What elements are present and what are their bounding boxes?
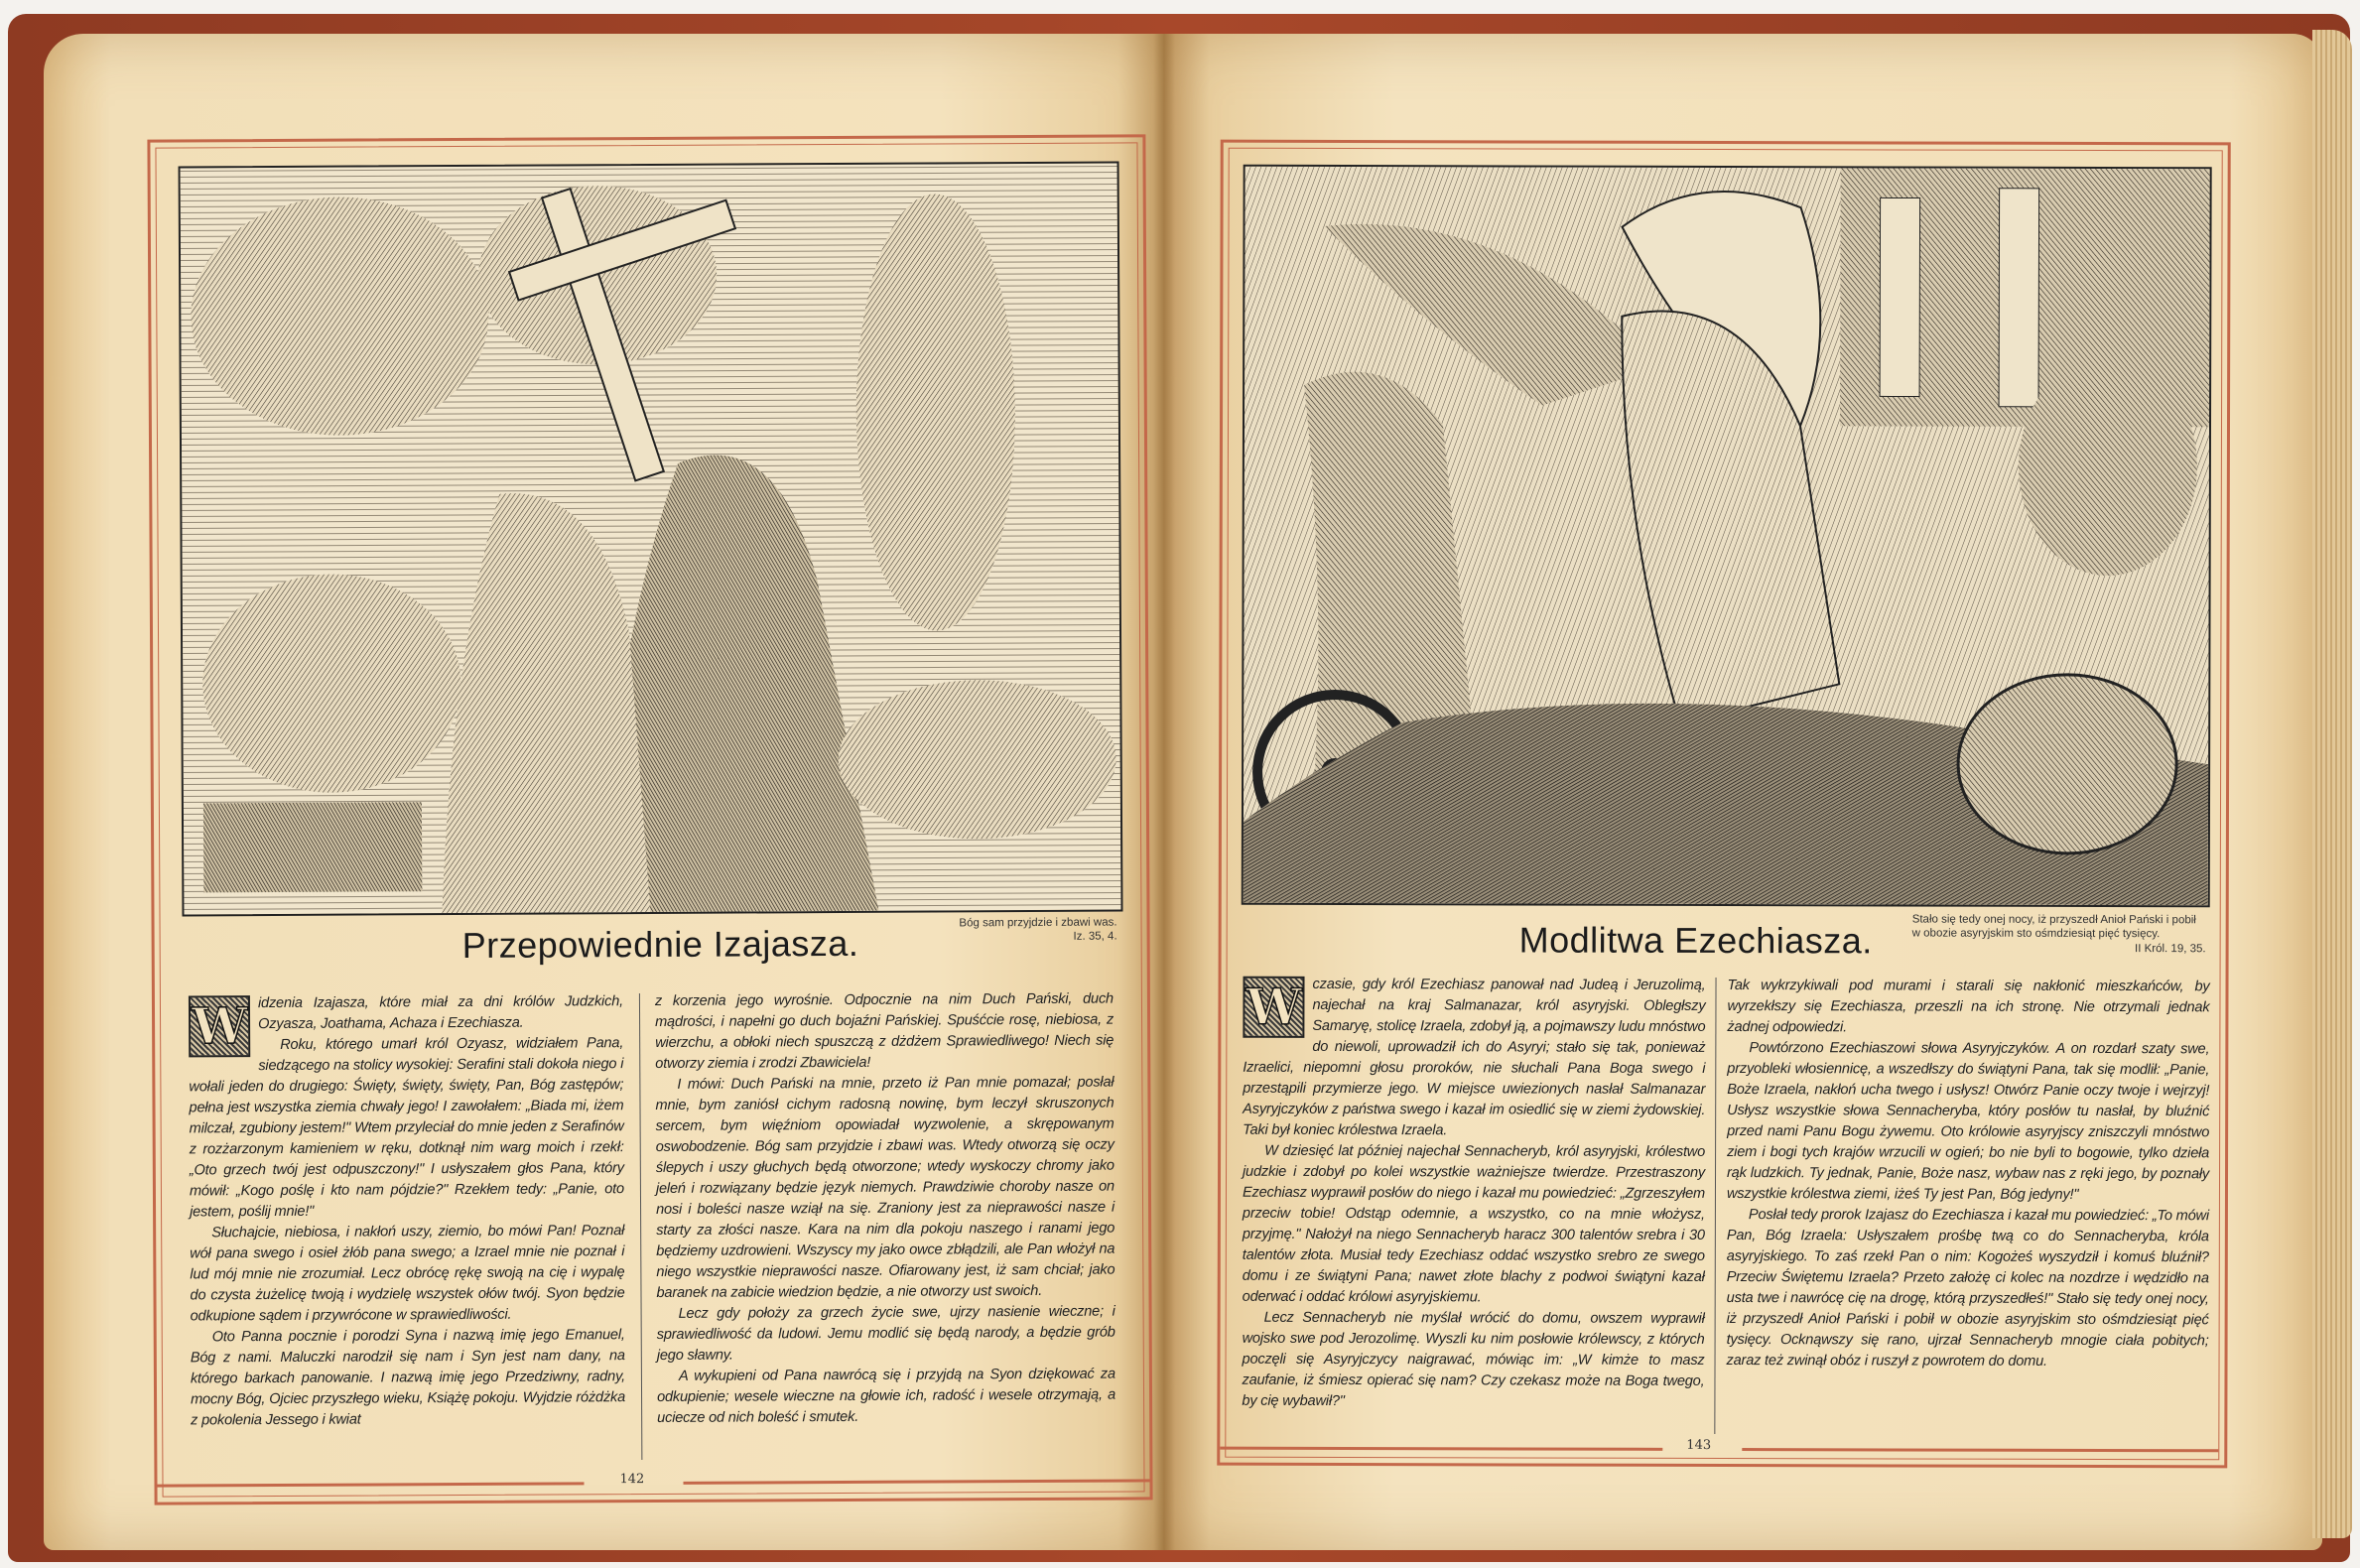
- paragraph: Powtórzono Ezechiaszowi słowa Asyryjczyków. A on rozdarł szaty swe, przyobleki włosiennicę, a wszedłszy do świątyni Pana, tak się modlił: „Panie, Boże Izraela, nakłoń ucha twego i usłysz! Otwórz Panie oczy twoje i wejrzyj! Usłysz wszystkie słowa Sennacheryba, który posłów tu nasłał, by bluźnić przed nami Panu Bogu żywemu. Oto królowie asyryjscy zniszczyli mnóstwo ziem i bogi tych krajów wrzucili w ogień; bo nie byli to bogowie, tylko dzieła rąk ludzkich. Ty jednak, Panie, Boże nasz, wybaw nas z ręki jego, by poznały wszystkie królestwa ziemi, iżeś Ty jest Pan, Bóg jedyny!": [1726, 1040, 2210, 1203]
- engraving-image: [1244, 167, 2210, 906]
- caption-reference: II Król. 19, 35.: [2134, 942, 2206, 956]
- paragraph: idzenia Izajasza, które miał za dni królów Judzkich, Ozyasza, Joathama, Achaza i Ezechiasza.: [257, 993, 624, 1033]
- right-page-frame: [1217, 140, 2230, 1469]
- drop-cap: W: [1243, 977, 1304, 1038]
- book-gutter: [1153, 34, 1175, 1550]
- caption-reference: Iz. 35, 4.: [1073, 930, 1117, 944]
- paragraph: Słuchajcie, niebiosa, i nakłoń uszy, ziemio, bo mówi Pan! Poznał wół pana swego i osieł żłób pana swego; a Izrael mnie nie poznał i lud mój mnie nie zrozumiał. Lecz obrócę rękę swoją na cię i wypalę do czysta żużelicę twoją i wydzielę wszystek ołów twój. Syon będzie odkupione sądem i przywrócone w sprawiedliwości.: [190, 1223, 625, 1325]
- footer-rule: [157, 1482, 584, 1487]
- left-page-frame: [147, 134, 1152, 1504]
- engraving-isaiah-prophecy: [179, 162, 1123, 917]
- paragraph: Lecz gdy położy za grzech życie swe, ujrzy nasienie wieczne; i sprawiedliwość da ludowi. Jemu modlić się będą narody, a będzie grób jego sławny.: [656, 1303, 1115, 1364]
- paragraph: Lecz Sennacheryb nie myślał wrócić do domu, owszem wyprawił wojsko swe pod Jerozolimę. Wyszli ku nim posłowie królewscy, z których poczęli się Asyryjczycy naigrawać, mówiąc im: „W kimże to masz zaufanie, iż śmiesz opierać się nam? Czy czekasz może na Boga twego, by cię wybawił?": [1242, 1309, 1705, 1410]
- footer-rule: [683, 1479, 1149, 1484]
- left-column-2: [655, 989, 1115, 1429]
- paragraph: A wykupieni od Pana nawrócą się i przyjdą na Syon dziękować za odkupienie; wesele wieczne na głowie ich, radość i wesele otrzymają, a uciecze od nich boleść i smutek.: [657, 1366, 1116, 1426]
- paragraph: z korzenia jego wyrośnie. Odpocznie na nim Duch Pański, duch mądrości, i napełni go duch bojaźni Pańskiej. Spuśćcie rosę, niebiosa, z wierzchu, a obłoki niech spuszczą z dżdżem Sprawiedliwego! Niech się otworzy ziemia i zrodzi Zbawiciela!: [654, 990, 1114, 1072]
- right-column-1: [1242, 975, 1705, 1413]
- paragraph: Oto Panna pocznie i porodzi Syna i nazwą imię jego Emanuel, Bóg z nami. Maluczki narodził się nam i Syn jest nam dany, na którego barkach panowanie. I nazwą imię jego Przedziwny, radny, mocny Bóg, Ojciec przyszłego wieku, Książę pokoju. Wyjdzie różdżka z pokolenia Jessego i kwiat: [190, 1327, 626, 1429]
- right-page: [1163, 34, 2322, 1550]
- paragraph: W dziesięć lat później najechał Sennacheryb, król asyryjski, królestwo judzkie i zdobył po kolei wszystkie ważniejsze twierdze. Przestraszony Ezechiasz wyprawił posłów do niego i kazał mu powiedzieć: „Zgrzeszyłem przeciw tobie! Odstąp odemnie, a wszystko, co na mnie włożysz, przyjmę." Nałożył na niego Sennacheryb haracz 300 talentów srebra i 30 talentów złota. Musiał tedy Ezechiasz oddać wszystko srebro ze swego domu i ze świątyni Pana; nawet złote blachy z podwoi świątyni kazał oderwać i oddać królowi asyryjskiemu.: [1242, 1142, 1706, 1306]
- left-page: [44, 34, 1163, 1550]
- engraving-image: [181, 164, 1121, 915]
- left-engraving-caption: [879, 916, 1117, 946]
- right-page-title: Modlitwa Ezechiasza.: [1518, 919, 1873, 962]
- left-column-1: [189, 991, 625, 1431]
- engraving-angel-asyrians: [1242, 165, 2212, 908]
- page-edges: [2312, 30, 2352, 1538]
- page-number: 142: [619, 1472, 645, 1488]
- footer-rule: [1742, 1448, 2218, 1452]
- paragraph: Tak wykrzykiwali pod murami i starali się nakłonić mieszkańców, by wyrzekłszy się Ezechiasza, przeszli na ich stronę. Nie otrzymali jednak żadnej odpowiedzi.: [1727, 978, 2210, 1036]
- drop-cap: W: [189, 995, 250, 1057]
- column-divider: [1714, 978, 1716, 1434]
- paragraph: Posłał tedy prorok Izajasz do Ezechiasza i kazał mu powiedzieć: „To mówi Pan, Bóg Izraela: Usłyszałem prośbę twą co do Sennacheryba, króla asyryjskiego. To zaś rzekł Pan o nim: Kogożeś wyszydził i komuś bluźnił? Przeciw Świętemu Izraela? Przeto założę ci kolec na nozdrze i wędzidło na usta twe i nawrócę cię na drogę, którą przyszedłeś!" Stało się tedy onej nocy, iż przyszedł Anioł Pański i pobił w obozie asyryjskim sto ośmdziesiąt pięć tysięcy. Ocknąwszy się rano, ujrzał Sennacheryb mnogie ciała pobitych; zaraz też zwinął obóz i ruszył z powrotem do domu.: [1726, 1207, 2209, 1370]
- caption-text: Bóg sam przyjdzie i zbawi was.: [959, 916, 1117, 930]
- right-column-2: [1727, 976, 2210, 1372]
- paragraph: I mówi: Duch Pański na mnie, przeto iż Pan mnie pomazał; posłał mnie, bym zaniósł cichym radosną nowinę, bym leczył skruszonych sercem, bym więźniom opowiadał wyzwolenie, a skrępowanym oswobodzenie. Bóg sam przyjdzie i zbawi was. Wtedy otworzą się oczy ślepych i uszy głuchych będą otworzone; wtedy wyskoczy chromy jako jeleń i rozwiązany będzie język niemych. Prawdziwie choroby nasze on nosi i boleści nasze wziął na się. Zraniony jest za nieprawości nasze i starty za złości nasze. Kara na nim dla pokoju naszego i ranami jego będziemy uzdrowieni. Wszyscy my jako owce zbłądzili, ale Pan włożył na niego wszystkie nieprawości nasze. Ofiarowany jest, iż sam chciał; jako baranek na zabicie wiedzion będzie, a nie otworzy ust swoich.: [655, 1074, 1115, 1301]
- right-engraving-caption: [1912, 912, 2206, 956]
- footer-rule: [1220, 1447, 1662, 1451]
- paragraph: Roku, którego umarł król Ozyasz, widziałem Pana, siedzącego na stolicy wysokiej: Serafini stali dokoła niego i wołali jeden do drugiego: Święty, święty, święty, Pan, Bóg zastępów; pełna jest wszystka ziemia chwały jego! I zawołałem: „Biada mi, iżem milczał, zgubiony jestem!" Wtem przyleciał do mnie jeden z Serafinów z rozżarzonym kamieniem w ręku, dotknął nim warg moich i rzekł: „Oto grzech twój jest odpuszczony!" I usłyszałem głos Pana, który mówił: „Kogo poślę i kto nam pójdzie?" Rzekłem tedy: „Panie, oto jestem, poślij mnie!": [189, 1035, 624, 1221]
- column-divider: [639, 993, 642, 1460]
- left-page-title: Przepowiednie Izajasza.: [461, 922, 859, 966]
- caption-text: Stało się tedy onej nocy, iż przyszedł Anioł Pański i pobił w obozie asyryjskim sto ośmdziesiąt pięć tysięcy.: [1911, 913, 2196, 941]
- paragraph: czasie, gdy król Ezechiasz panował nad Judeą i Jeruzolimą, najechał na kraj Salmanazar, król asyryjski. Obległszy Samaryę, stolicę Izraela, zdobył ją, a pojmawszy ludu mnóstwo do niewoli, uprowadził ich do Asyryi; stało się tak, ponieważ Izraelici, niepomni głosu proroków, nie słuchali Pana Boga swego i przestąpili przymierze jego. W miejsce uwiezionych nasłał Salmanazar Asyryjczyków z państwa swego i kazał im osiedlić się w ziemi żydowskiej. Taki był koniec królestwa Izraela.: [1243, 976, 1706, 1139]
- page-number: 143: [1686, 1437, 1712, 1453]
